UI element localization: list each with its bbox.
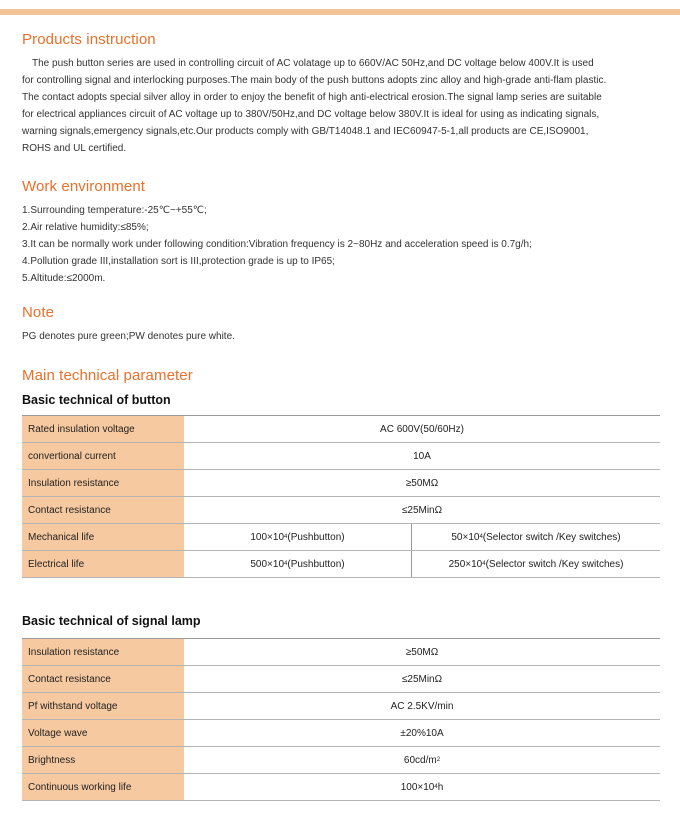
row-label: Electrical life [22,551,184,577]
selector-switch-value: 50×10 4 (Selector switch /Key switches) [451,531,621,543]
table-row [22,551,660,578]
table-row [22,720,660,747]
row-value: AC 2.5KV/min [390,700,454,712]
row-value: ≤25MinΩ [401,504,443,516]
table-row [22,666,660,693]
value-unit: h [437,781,444,793]
row-label: convertional current [22,443,184,469]
note-title: Note [22,304,55,321]
work-item: 3.It can be normally work under following condition:Vibration frequency is 2~80Hz and acceleration speed is 0.7g/h; [22,239,532,250]
row-value: ≥50MΩ [405,646,439,658]
products-title: Products instruction [22,31,156,48]
row-value [184,551,660,577]
work-list [22,202,662,287]
note-text-block [22,328,662,345]
products-line: The push button series are used in controlling circuit of AC volatage up to 660V/AC 50Hz,and DC voltage below 400V.It is used [32,58,594,69]
pushbutton-value: 500×10 4 (Pushbutton) [184,551,412,577]
row-value: ±20%10A [400,727,444,739]
value-base: 250×10 [448,558,483,570]
row-value: AC 600V(50/60Hz) [380,423,464,435]
lamp-table-title: Basic technical of signal lamp [22,614,201,628]
row-label: Contact resistance [22,666,184,692]
value-base: 60cd/m [403,754,437,766]
button-table [22,415,660,578]
value-unit: (Selector switch /Key switches) [485,558,624,570]
row-label: Insulation resistance [22,639,184,665]
pushbutton-value: 100×10 4 (Pushbutton) [184,524,412,550]
table-row [22,774,660,801]
row-value [184,524,660,550]
row-value: ≥50MΩ [405,477,439,489]
products-line: warning signals,emergency signals,etc.Our products comply with GB/T14048.1 and IEC60947-5-1,all products are CE,ISO9001, [22,126,589,137]
selector-switch-value: 250×10 4 (Selector switch /Key switches) [448,558,624,570]
value-unit: (Pushbutton) [287,558,345,570]
table-row [22,416,660,443]
value-base: 500×10 [250,558,285,570]
table-row [22,747,660,774]
row-label: Brightness [22,747,184,773]
value-base: 50×10 [451,531,480,543]
work-item: 4.Pollution grade III,installation sort is III,protection grade is up to IP65; [22,256,335,267]
table-row [22,693,660,720]
row-value: ≤25MinΩ [401,673,443,685]
row-label: Pf withstand voltage [22,693,184,719]
table-row [22,524,660,551]
products-line: The contact adopts special silver alloy in order to enjoy the benefit of high anti-electrical erosion.The signal lamp series are suitable [22,92,602,103]
row-label: Mechanical life [22,524,184,550]
work-item: 1.Surrounding temperature:-25℃~+55℃; [22,205,207,216]
work-item: 2.Air relative humidity:≤85%; [22,222,149,233]
row-label: Insulation resistance [22,470,184,496]
row-label: Continuous working life [22,774,184,800]
row-label: Rated insulation voltage [22,416,184,442]
products-line: for electrical appliances circuit of AC voltage up to 380V/50Hz,and DC voltage below 380V.It is ideal for using as indicating signals, [22,109,600,120]
row-label: Voltage wave [22,720,184,746]
button-table-title: Basic technical of button [22,393,171,407]
products-line: ROHS and UL certified. [22,143,127,154]
row-value: 10A [413,450,431,462]
value-unit: (Selector switch /Key switches) [482,531,621,543]
row-value: 100×10 4 h [400,781,444,793]
table-row [22,443,660,470]
value-unit: (Pushbutton) [287,531,345,543]
lamp-table [22,638,660,801]
row-label: Contact resistance [22,497,184,523]
work-item: 5.Altitude:≤2000m. [22,273,106,284]
products-paragraph [22,55,662,157]
value-base: 100×10 [400,781,435,793]
main-title: Main technical parameter [22,367,193,384]
products-line: for controlling signal and interlocking purposes.The main body of the push buttons adopts zinc alloy and high-grade anti-flam plastic. [22,75,607,86]
value-base: 100×10 [250,531,285,543]
table-row [22,639,660,666]
table-row [22,470,660,497]
top-accent-bar [0,9,680,15]
work-title: Work environment [22,178,146,195]
table-row [22,497,660,524]
note-text: PG denotes pure green;PW denotes pure white. [22,331,235,342]
row-value: 60cd/m 2 [403,754,441,766]
